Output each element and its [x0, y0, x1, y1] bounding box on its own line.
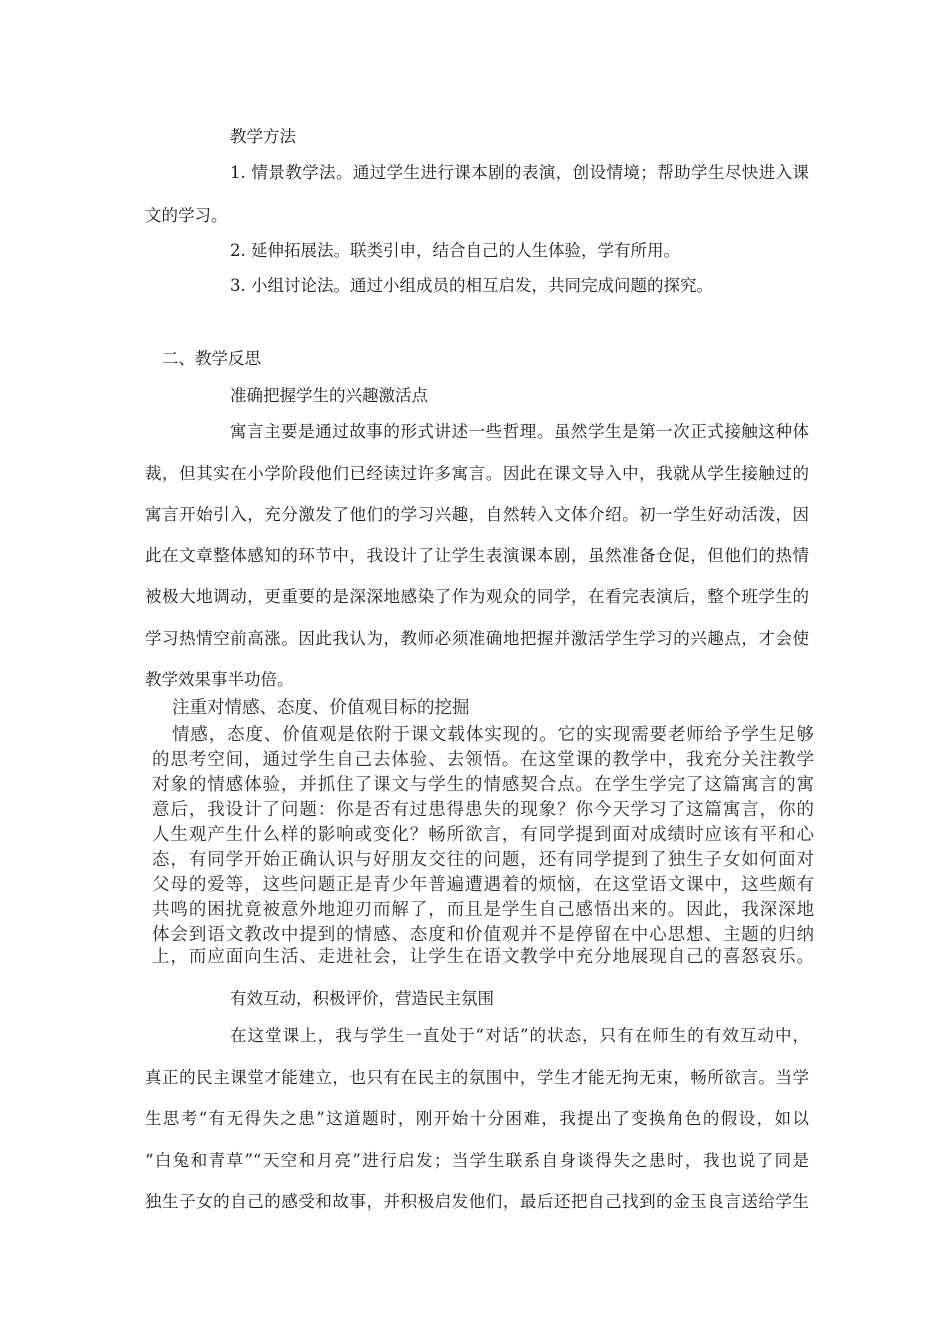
paragraph-line: 生思考“有无得失之患”这道题时，刚开始十分困难，我提出了变换角色的假设，如以 [145, 1109, 809, 1128]
scanned-line: 对象的情感体验，并抓住了课文与学生的情感契合点。在学生学完了这篇寓言的寓 [152, 775, 814, 795]
scanned-line: 共鸣的困扰竟被意外地迎刃而解了，而且是学生自己感悟出来的。因此，我深深地 [152, 900, 814, 920]
section-title-reflection: 二、教学反思 [162, 349, 261, 368]
methods-heading: 教学方法 [230, 127, 296, 146]
paragraph-line: “白兔和青草”“天空和月亮”进行启发；当学生联系自身谈得失之患时，我也说了同是 [145, 1151, 809, 1170]
method-item-3: 3. 小组讨论法。通过小组成员的相互启发，共同完成问题的探究。 [230, 276, 713, 295]
paragraph-line: 裁，但其实在小学阶段他们已经读过许多寓言。因此在课文导入中，我就从学生接触过的 [145, 464, 809, 483]
paragraph-line: 此在文章整体感知的环节中，我设计了让学生表演课本剧，虽然准备仓促，但他们的热情 [145, 546, 809, 565]
subsection-heading-interaction: 有效互动，积极评价，营造民主氛围 [230, 989, 494, 1008]
scanned-line: 体会到语文教改中提到的情感、态度和价值观并不是停留在中心思想、主题的归纳 [152, 925, 814, 945]
paragraph-line: 寓言主要是通过故事的形式讲述一些哲理。虽然学生是第一次正式接触这种体 [230, 422, 809, 441]
paragraph-line: 独生子女的自己的感受和故事，并积极启发他们，最后还把自己找到的金玉良言送给学生 [145, 1192, 809, 1211]
scanned-line: 意后，我设计了问题：你是否有过患得患失的现象？你今天学习了这篇寓言，你的 [152, 800, 814, 820]
method-item-1-line-1: 1. 情景教学法。通过学生进行课本剧的表演，创设情境；帮助学生尽快进入课 [230, 163, 809, 182]
paragraph-line: 在这堂课上，我与学生一直处于“对话”的状态，只有在师生的有效互动中， [230, 1026, 809, 1045]
method-item-1-line-2: 文的学习。 [145, 206, 228, 225]
scanned-line: 人生观产生什么样的影响或变化？畅所欲言，有同学提到面对成绩时应该有平和心 [152, 825, 814, 845]
scanned-text-block [140, 690, 815, 967]
subsection-heading-interest: 准确把握学生的兴趣激活点 [230, 386, 428, 405]
scanned-line: 态，有同学开始正确认识与好朋友交往的问题，还有同学提到了独生子女如何面对 [152, 850, 814, 870]
scanned-line: 的思考空间，通过学生自己去体验、去领悟。在这堂课的教学中，我充分关注教学 [152, 750, 814, 770]
paragraph-line: 学习热情空前高涨。因此我认为，教师必须准确地把握并激活学生学习的兴趣点，才会使 [145, 629, 809, 648]
scanned-line: 上，而应面向生活、走进社会，让学生在语文教学中充分地展现自己的喜怒哀乐。 [152, 947, 814, 967]
method-item-2: 2. 延伸拓展法。联类引申，结合自己的人生体验，学有所用。 [230, 241, 680, 260]
scanned-cut-line-clip [140, 942, 815, 967]
scanned-line: 父母的爱等，这些问题正是青少年普遍遭遇着的烦恼，在这堂语文课中，这些颇有 [152, 875, 814, 895]
paragraph-line: 真正的民主课堂才能建立，也只有在民主的氛围中，学生才能无拘无束，畅所欲言。当学 [145, 1068, 809, 1087]
scanned-line: 情感，态度、价值观是依附于课文载体实现的。它的实现需要老师给予学生足够 [172, 725, 814, 745]
paragraph-line: 教学效果事半功倍。 [145, 670, 294, 689]
paragraph-line: 被极大地调动，更重要的是深深地感染了作为观众的同学，在看完表演后，整个班学生的 [145, 587, 809, 606]
paragraph-line: 寓言开始引入，充分激发了他们的学习兴趣，自然转入文体介绍。初一学生好动活泼，因 [145, 505, 809, 524]
subsection-heading-values: 注重对情感、态度、价值观目标的挖掘 [172, 698, 470, 718]
